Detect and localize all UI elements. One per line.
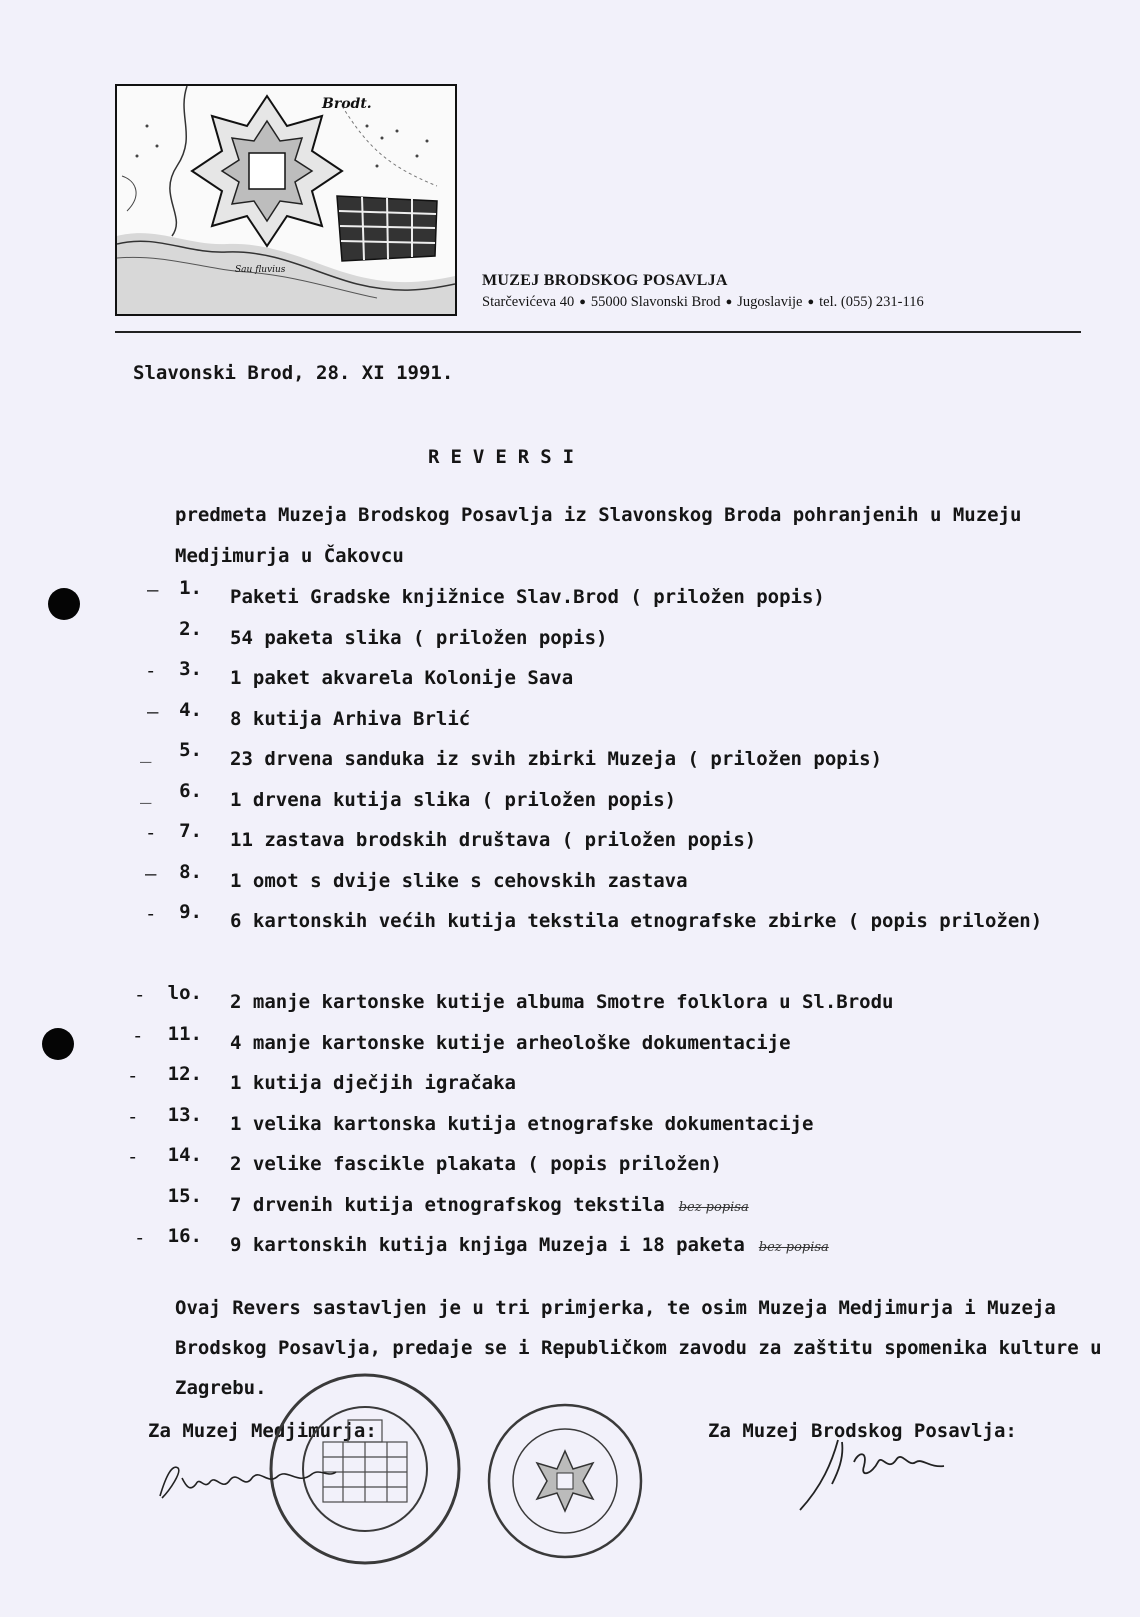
check-mark: — <box>147 700 159 723</box>
org-name: MUZEJ BRODSKOG POSAVLJA <box>482 272 728 289</box>
list-item <box>0 1063 1140 1104</box>
item-number: 12. <box>167 1063 202 1085</box>
item-text: 1 kutija dječjih igračaka <box>230 1072 516 1094</box>
struck-handwritten-note: bez popisa <box>678 1199 749 1215</box>
item-number: 8. <box>179 860 202 883</box>
list-item <box>0 577 1140 618</box>
check-mark: - <box>134 984 146 1006</box>
list-item <box>0 1023 1140 1064</box>
check-mark: - <box>127 1146 139 1168</box>
check-mark: - <box>145 903 157 925</box>
check-mark: - <box>127 1105 139 1128</box>
signature-label-left: Za Muzej Medjimurja: <box>148 1420 377 1442</box>
closing-paragraph: Ovaj Revers sastavljen je u tri primjerka, te osim Muzeja Medjimurja i Muzeja Brodskog Posavlja, predaje se i Republičkom zavodu za zaštitu spomenika kulture u Zagrebu. <box>175 1297 1102 1399</box>
list-item <box>0 1144 1140 1185</box>
item-number: 14. <box>167 1144 202 1166</box>
list-item <box>0 618 1140 659</box>
check-mark: - <box>145 822 157 844</box>
check-mark: - <box>134 1227 146 1249</box>
item-text: 2 manje kartonske kutije albuma Smotre folklora u Sl.Brodu <box>230 991 894 1013</box>
list-item <box>0 780 1140 821</box>
list-item <box>0 658 1140 699</box>
item-number: 6. <box>179 779 202 802</box>
list-item <box>0 901 1140 982</box>
item-text: 1 velika kartonska kutija etnografske dokumentacije <box>230 1112 814 1135</box>
map-label: Brodt. <box>322 96 372 112</box>
item-number: 9. <box>179 901 202 923</box>
list-item <box>0 861 1140 902</box>
item-text: 4 manje kartonske kutije arheološke dokumentacije <box>230 1031 791 1054</box>
date-line: Slavonski Brod, 28. XI 1991. <box>133 362 454 384</box>
check-mark: _ <box>140 781 152 804</box>
bullet-icon: ● <box>725 296 733 308</box>
item-text <box>230 1185 1100 1228</box>
intro-text: predmeta Muzeja Brodskog Posavlja iz Slavonskog Broda pohranjenih u Muzeju Medjimurja u Čakovcu <box>175 504 1022 567</box>
bullet-icon: ● <box>579 296 586 308</box>
item-text <box>230 1225 1100 1268</box>
river-label: Sau fluvius <box>235 265 286 275</box>
item-number: 4. <box>179 698 202 721</box>
item-text: Paketi Gradske knjižnice Slav.Brod ( priložen popis) <box>230 586 825 608</box>
item-number: 2. <box>179 617 202 640</box>
item-text: 1 omot s dvije slike s cehovskih zastava <box>230 869 688 892</box>
item-text: 2 velike fascikle plakata ( popis priložen) <box>230 1153 722 1175</box>
check-mark: - <box>127 1065 139 1087</box>
letterhead-map-engraving <box>115 84 457 316</box>
item-number: lo. <box>167 982 202 1004</box>
library-stamp-brodsko-posavlje <box>485 1401 645 1561</box>
item-text: 6 kartonskih većih kutija tekstila etnografske zbirke ( popis priložen) <box>230 910 1043 932</box>
item-text: 1 paket akvarela Kolonije Sava <box>230 667 574 689</box>
item-text: 54 paketa slika ( priložen popis) <box>230 626 608 649</box>
item-number: 1. <box>179 577 202 599</box>
item-text: 23 drvena sanduka iz svih zbirki Muzeja ( priložen popis) <box>230 748 883 770</box>
signature-left <box>152 1456 342 1506</box>
item-text: 1 drvena kutija slika ( priložen popis) <box>230 788 677 811</box>
item-number: 7. <box>179 820 202 842</box>
letterhead-org <box>482 272 924 311</box>
check-mark: _ <box>140 741 152 763</box>
item-number: 5. <box>179 739 202 761</box>
item-text-value: 7 drvenih kutija etnografskog tekstila <box>230 1193 665 1216</box>
org-address <box>482 294 924 311</box>
check-mark: - <box>132 1024 144 1047</box>
item-text: 11 zastava brodskih društava ( priložen popis) <box>230 829 757 851</box>
bullet-icon: ● <box>807 296 815 308</box>
list-item <box>0 1225 1140 1266</box>
item-number: 16. <box>167 1225 202 1247</box>
list-item <box>0 1104 1140 1145</box>
signature-right <box>798 1432 948 1512</box>
list-item <box>0 739 1140 780</box>
org-street: Starčevićeva 40 <box>482 294 575 310</box>
struck-handwritten-note: bez popisa <box>758 1240 829 1255</box>
check-mark: — <box>147 579 159 601</box>
item-number: 15. <box>167 1184 202 1207</box>
org-country: Jugoslavije <box>737 294 803 310</box>
item-number: 3. <box>179 658 202 680</box>
letterhead-divider <box>115 331 1081 333</box>
item-number: 11. <box>167 1022 202 1045</box>
list-item <box>0 699 1140 740</box>
item-number: 13. <box>167 1103 202 1126</box>
item-text-value: 9 kartonskih kutija knjiga Muzeja i 18 paketa <box>230 1234 745 1256</box>
item-text: 8 kutija Arhiva Brlić <box>230 707 471 730</box>
list-item <box>0 1185 1140 1226</box>
org-phone: tel. (055) 231-116 <box>819 294 924 310</box>
document-title: REVERSI <box>428 446 586 468</box>
check-mark: - <box>145 660 157 682</box>
item-list <box>0 577 1140 1266</box>
signature-label-right: Za Muzej Brodskog Posavlja: <box>708 1420 1017 1442</box>
org-city: 55000 Slavonski Brod <box>590 294 721 310</box>
check-mark: — <box>145 862 157 885</box>
list-item <box>0 820 1140 861</box>
list-item <box>0 982 1140 1023</box>
